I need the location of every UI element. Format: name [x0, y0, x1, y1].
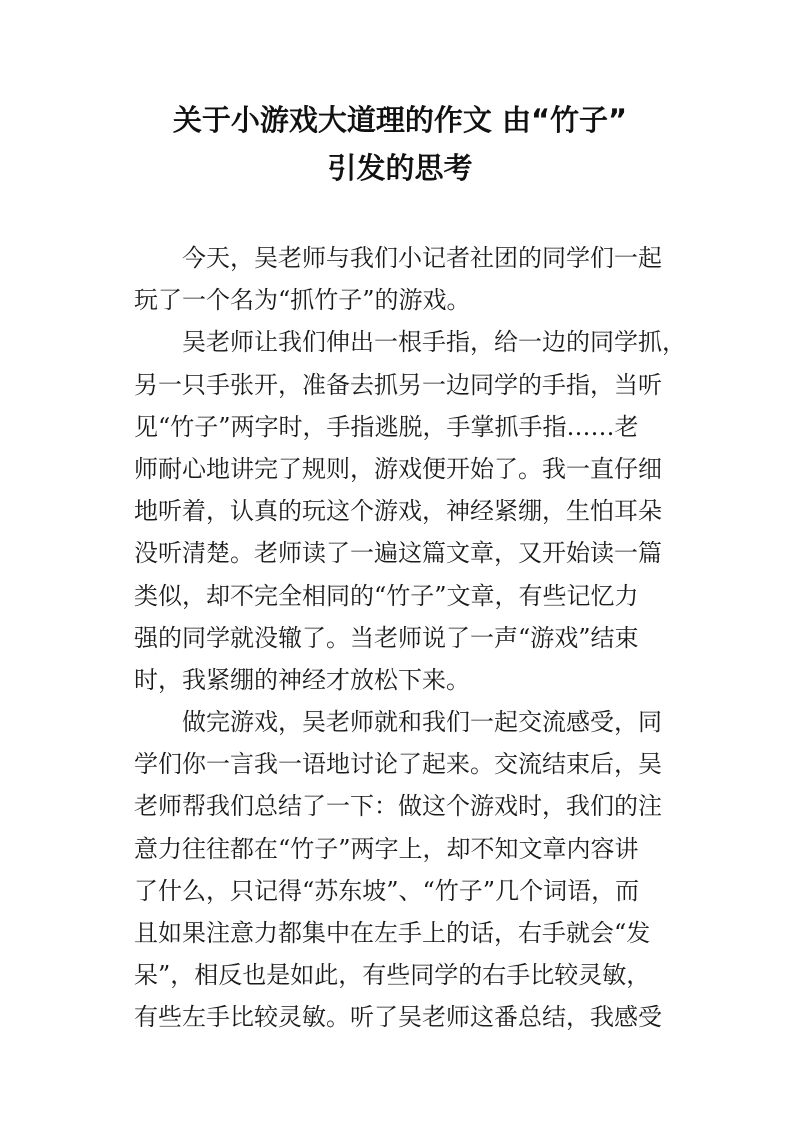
- paragraph-line: 有些左手比较灵敏。听了吴老师这番总结，我感受: [134, 1003, 662, 1032]
- paragraph-line: 意力往往都在“竹子”两字上，却不知文章内容讲: [134, 834, 639, 863]
- paragraph-3: [134, 701, 670, 1039]
- paragraph-line: 另一只手张开，准备去抓另一边同学的手指，当听: [134, 370, 662, 399]
- paragraph-line: 地听着，认真的玩这个游戏，神经紧绷，生怕耳朵: [134, 497, 662, 526]
- paragraph-line: 呆”，相反也是如此，有些同学的右手比较灵敏，: [134, 961, 651, 990]
- paragraph-line: 了什么，只记得“苏东坡”、“竹子”几个词语，而: [134, 876, 640, 905]
- paragraph-line: 今天，吴老师与我们小记者社团的同学们一起: [182, 244, 662, 272]
- paragraph-1: [134, 237, 670, 321]
- paragraph-line: 类似，却不完全相同的“竹子”文章，有些记忆力: [134, 581, 639, 610]
- paragraph-line: 学们你一言我一语地讨论了起来。交流结束后，吴: [134, 750, 662, 779]
- paragraph-line: 做完游戏，吴老师就和我们一起交流感受，同: [182, 708, 662, 737]
- paragraph-line: 没听清楚。老师读了一遍这篇文章，又开始读一篇: [134, 539, 662, 568]
- paragraph-line: 见“竹子”两字时，手指逃脱，手掌抓手指……老: [134, 412, 639, 441]
- paragraph-line: 且如果注意力都集中在左手上的话，右手就会“发: [134, 919, 651, 947]
- paragraph-line: 时，我紧绷的神经才放松下来。: [134, 665, 470, 694]
- document-body: [134, 237, 686, 1039]
- paragraph-line: 师耐心地讲完了规则，游戏便开始了。我一直仔细: [134, 454, 662, 483]
- paragraph-line: 强的同学就没辙了。当老师说了一声“游戏”结束: [134, 623, 639, 652]
- title-line-1: 关于小游戏大道理的作文 由“竹子”: [172, 103, 628, 137]
- paragraph-line: 玩了一个名为“抓竹子”的游戏。: [134, 286, 471, 315]
- title-line-2: 引发的思考: [327, 151, 473, 185]
- paragraph-line: 吴老师让我们伸出一根手指，给一边的同学抓，: [182, 328, 686, 357]
- paragraph-line: 老师帮我们总结了一下：做这个游戏时，我们的注: [134, 792, 662, 821]
- document-title: [120, 96, 680, 192]
- paragraph-2: [134, 321, 686, 701]
